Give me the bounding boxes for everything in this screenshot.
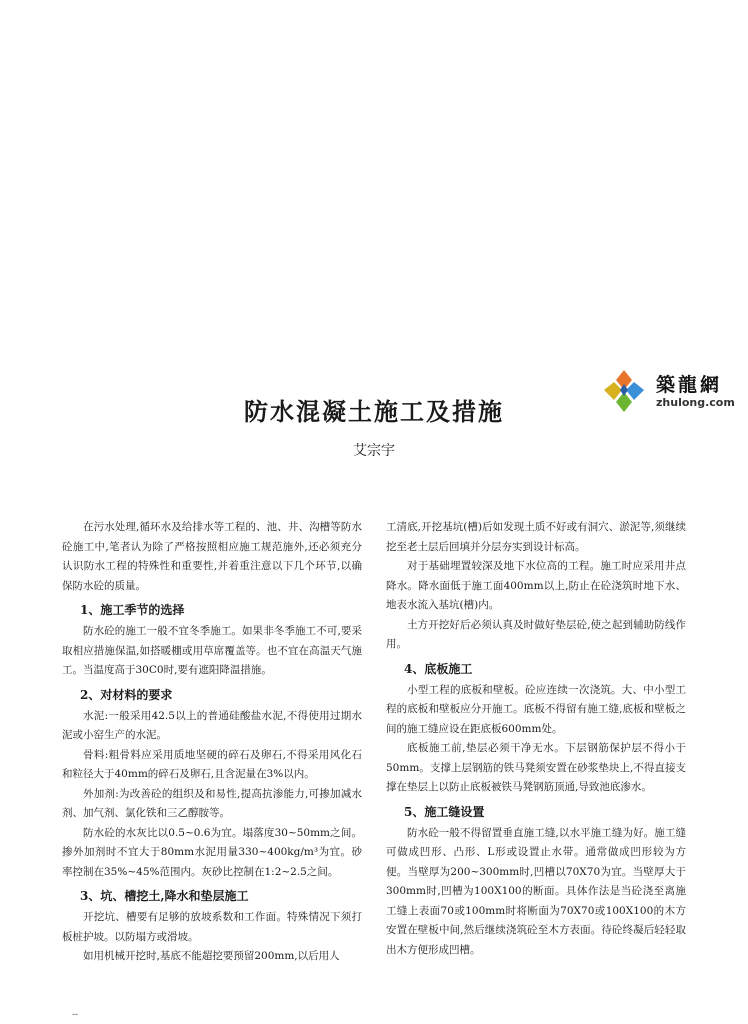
paragraph: 水泥:一般采用42.5以上的普通硅酸盐水泥,不得使用过期水泥或小窑生产的水泥。 [62,709,362,741]
author-name: 艾宗宇 [353,443,395,459]
paragraph: 小型工程的底板和壁板。砼应连续一次浇筑。大、中小型工程的底板和壁板应分开施工。底板不得留有施工缝,底板和壁板之间的施工缝应设在距底板600mm处。 [386,683,686,735]
logo-name-en: zhulong.com [656,396,735,409]
paragraph: 对于基础埋置较深及地下水位高的工程。施工时应采用井点降水。降水面低于施工面400mm以上,防止在砼浇筑时地下水、地表水流入基坑(槽)内。 [386,560,686,611]
site-logo [598,368,748,416]
paragraph: 如用机械开挖时,基底不能超挖要预留200mm,以后用人 [83,950,340,962]
logo-mark-icon [598,368,654,416]
section-heading-2: 2、对材料的要求 [80,687,173,702]
paragraph: 工清底,开挖基坑(槽)后如发现土质不好或有洞穴、淤泥等,须继续挖至老土层后回填并分层夯实到设计标高。 [386,521,686,553]
paragraph: 防水砼一般不得留置垂直施工缝,以水平施工缝为好。施工缝可做成凹形、凸形、L形或设置止水带。通常做成凹形较为方便。当壁厚为200~300mm时,凹槽以70X70为宜。当壁厚大于300mm时,凹槽为100X100的断面。具体作法是当砼浇至离施工缝上表面70或100mm时将断面为70X70或100X100的木方安置在壁板中间,然后继续浇筑砼至木方表面。待砼终凝后轻轻取出木方便形成凹槽。 [386,826,686,956]
section-heading-5: 5、施工缝设置 [404,804,485,819]
paragraph: 开挖坑、槽要有足够的放坡系数和工作面。特殊情况下须打板桩护坡。以防塌方或滑坡。 [62,911,362,943]
paragraph: 防水砼的水灰比以0.5~0.6为宜。塌落度30~50mm之间。掺外加剂时不宜大于80mm水泥用量330~400kg/m³为宜。砂率控制在35%~45%范围内。灰砂比控制在1:2~2.5之间。 [62,826,362,878]
page-number: -- [72,1010,79,1020]
section-heading-4: 4、底板施工 [404,661,473,676]
right-column [386,518,686,960]
paragraph: 外加剂:为改善砼的组织及和易性,提高抗渗能力,可掺加减水剂、加气剂、氯化铁和三乙醇胺等。 [62,787,362,819]
intro-paragraph: 在污水处理,循环水及给排水等工程的、池、井、沟槽等防水砼施工中,笔者认为除了严格按照相应施工规范施外,还必须充分认识防水工程的特殊性和重要性,并着重注意以下几个环节,以确保防水砼的质量。 [62,521,362,592]
paragraph: 骨料:粗骨料应采用质地坚硬的碎石及卵石,不得采用风化石和粒径大于40mm的碎石及卵石,且含泥量在3%以内。 [62,748,362,780]
article-title: 防水混凝土施工及措施 [244,397,504,426]
paragraph: 土方开挖好后必须认真及时做好垫层砼,使之起到辅助防线作用。 [386,618,686,650]
logo-name-cn: 築龍網 [656,374,723,396]
left-column [62,518,362,967]
section-heading-3: 3、坑、槽挖土,降水和垫层施工 [80,889,249,903]
paragraph: 底板施工前,垫层必须干净无水。下层钢筋保护层不得小于50mm。支撑上层钢筋的铁马凳须安置在砂浆垫块上,不得直接支撑在垫层上以防止底板被铁马凳钢筋顶通,导致池底渗水。 [386,742,686,793]
paragraph: 防水砼的施工一般不宜冬季施工。如果非冬季施工不可,要采取相应措施保温,如搭暖棚或用草席覆盖等。也不宜在高温天气施工。当温度高于30C0时,要有遮阳降温措施。 [62,625,362,676]
section-heading-1: 1、施工季节的选择 [80,603,185,617]
